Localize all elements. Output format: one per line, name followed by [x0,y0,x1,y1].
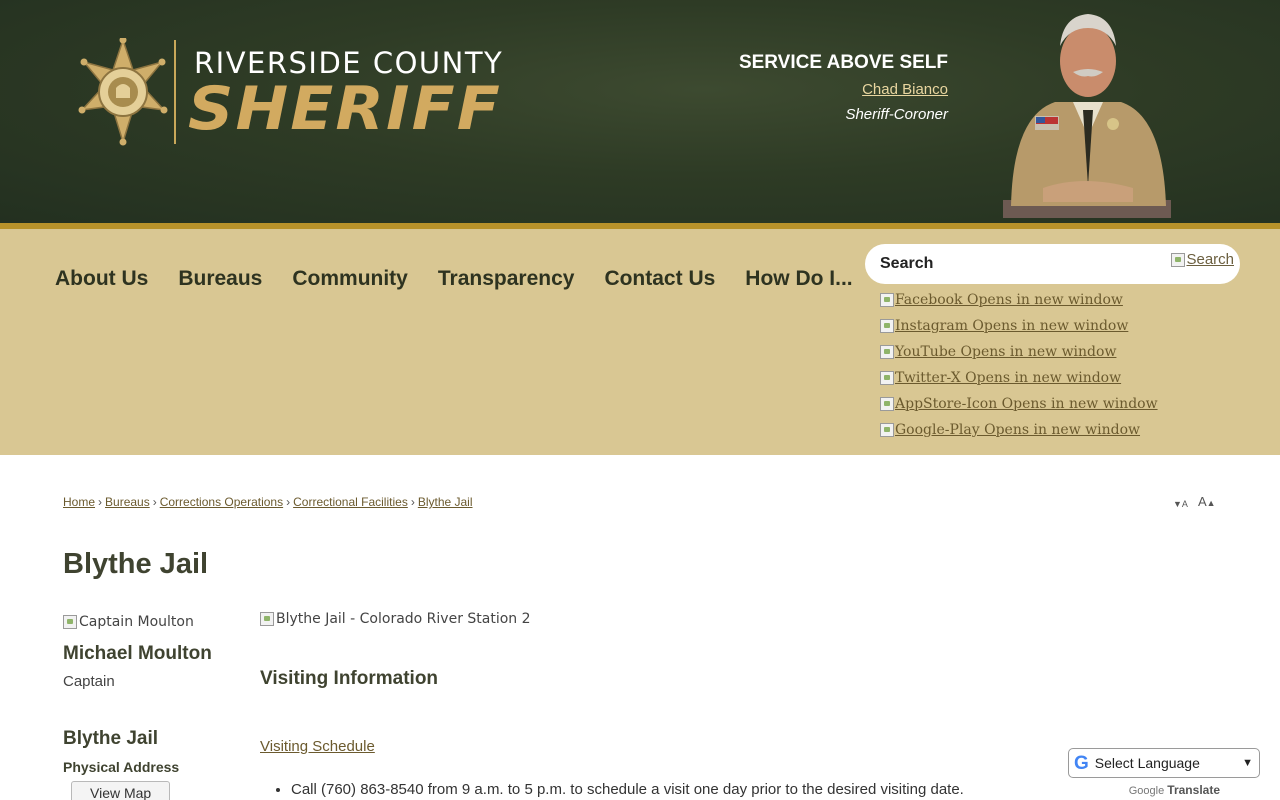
main-content [260,611,1060,798]
facebook-link-label: Facebook Opens in new window [895,292,1123,308]
twitter-x-icon [880,371,894,385]
google-translate-widget [1068,748,1260,797]
youtube-link[interactable] [880,344,1116,360]
breadcrumb-separator: › [286,495,291,509]
powered-by-google-brand: Google [1128,785,1165,797]
nav-bureaus[interactable]: Bureaus [178,267,263,290]
list-item [880,365,1158,391]
text-size-controls [1173,494,1216,509]
chevron-down-icon: ▼ [1242,757,1253,769]
contact-name: Michael Moulton [63,643,212,664]
appstore-link[interactable] [880,396,1158,412]
page-title: Blythe Jail [63,548,209,580]
decrease-text-size-label: A [1181,499,1188,509]
facility-name: Blythe Jail [63,728,159,749]
sheriff-name-link[interactable]: Chad Bianco [862,81,948,98]
logo-divider [174,40,176,144]
visiting-information-heading: Visiting Information [260,668,439,689]
list-item: • Call (760) 863-8540 from 9 a.m. to 5 p.m. to schedule a visit one day prior to the desired visiting date. [291,781,1060,798]
nav-community[interactable]: Community [292,267,408,290]
list-item [880,339,1158,365]
google-g-icon: G [1074,752,1089,774]
instagram-link-label: Instagram Opens in new window [895,318,1129,334]
search-icon [1171,253,1185,267]
breadcrumb-corrections-operations[interactable]: Corrections Operations [159,495,284,509]
list-item [880,391,1158,417]
image-placeholder-icon [260,612,274,626]
facebook-icon [880,293,894,307]
google-play-icon [880,423,894,437]
image-placeholder-icon [63,615,77,629]
google-play-link-label: Google-Play Opens in new window [895,422,1141,438]
nav-contact-us[interactable]: Contact Us [604,267,716,290]
increase-text-size-button[interactable] [1198,494,1216,509]
physical-address-label: Physical Address [63,759,180,775]
search-button[interactable] [1171,251,1234,268]
google-play-link[interactable] [880,422,1140,438]
appstore-link-label: AppStore-Icon Opens in new window [895,396,1158,412]
sheriff-title: Sheriff-Coroner [845,106,948,123]
decrease-text-size-button[interactable] [1173,499,1188,509]
nav-about-us[interactable]: About Us [55,267,149,290]
facebook-link[interactable] [880,292,1123,308]
youtube-link-label: YouTube Opens in new window [895,344,1117,360]
instagram-link[interactable] [880,318,1128,334]
language-select[interactable] [1068,748,1260,778]
list-item [880,287,1158,313]
site-logo[interactable] [76,38,506,148]
caret-up-icon: ▲ [1206,498,1216,508]
contact-sidebar [63,614,243,800]
breadcrumb [63,495,473,509]
captain-photo [63,614,243,630]
youtube-icon [880,345,894,359]
list-item [880,313,1158,339]
breadcrumb-separator: › [410,495,415,509]
main-navigation [55,267,853,291]
nav-how-do-i[interactable]: How Do I... [745,267,853,290]
caret-down-icon: ▼ [1173,499,1182,509]
motto-block [739,52,948,123]
visiting-instructions-list [291,781,1060,798]
breadcrumb-correctional-facilities[interactable]: Correctional Facilities [293,495,408,509]
social-links [880,287,1158,443]
search-input[interactable] [865,244,1165,284]
breadcrumb-home[interactable]: Home [63,495,96,509]
logo-sheriff-text: SHERIFF [188,74,502,144]
visiting-schedule-link[interactable]: Visiting Schedule [260,738,375,755]
twitter-x-link[interactable] [880,370,1121,386]
motto-title: SERVICE ABOVE SELF [738,52,948,73]
list-item [880,417,1158,443]
captain-photo-alt: Captain Moulton [79,614,194,630]
breadcrumb-separator: › [152,495,157,509]
instagram-icon [880,319,894,333]
twitter-x-link-label: Twitter-X Opens in new window [895,370,1122,386]
language-select-label: Select Language [1094,755,1200,771]
sheriff-portrait [1003,6,1173,218]
sheriff-badge-icon [76,38,170,146]
site-header [0,0,1280,223]
appstore-icon [880,397,894,411]
nav-transparency[interactable]: Transparency [437,267,575,290]
powered-by-translate: Translate [1167,783,1220,797]
increase-text-size-label: A [1197,494,1207,509]
view-map-button[interactable]: View Map [71,781,170,800]
logo-county-text: RIVERSIDE COUNTY [194,46,504,80]
facility-photo-alt: Blythe Jail - Colorado River Station 2 [276,611,531,627]
search-button-alt: Search [1186,251,1234,268]
contact-role: Captain [63,673,115,690]
navigation-band [0,229,1280,455]
search-box [865,244,1240,284]
breadcrumb-blythe-jail[interactable]: Blythe Jail [417,495,473,509]
breadcrumb-separator: › [98,495,103,509]
breadcrumb-bureaus[interactable]: Bureaus [105,495,150,509]
facility-photo [260,611,1060,627]
powered-by-google [1068,783,1260,797]
